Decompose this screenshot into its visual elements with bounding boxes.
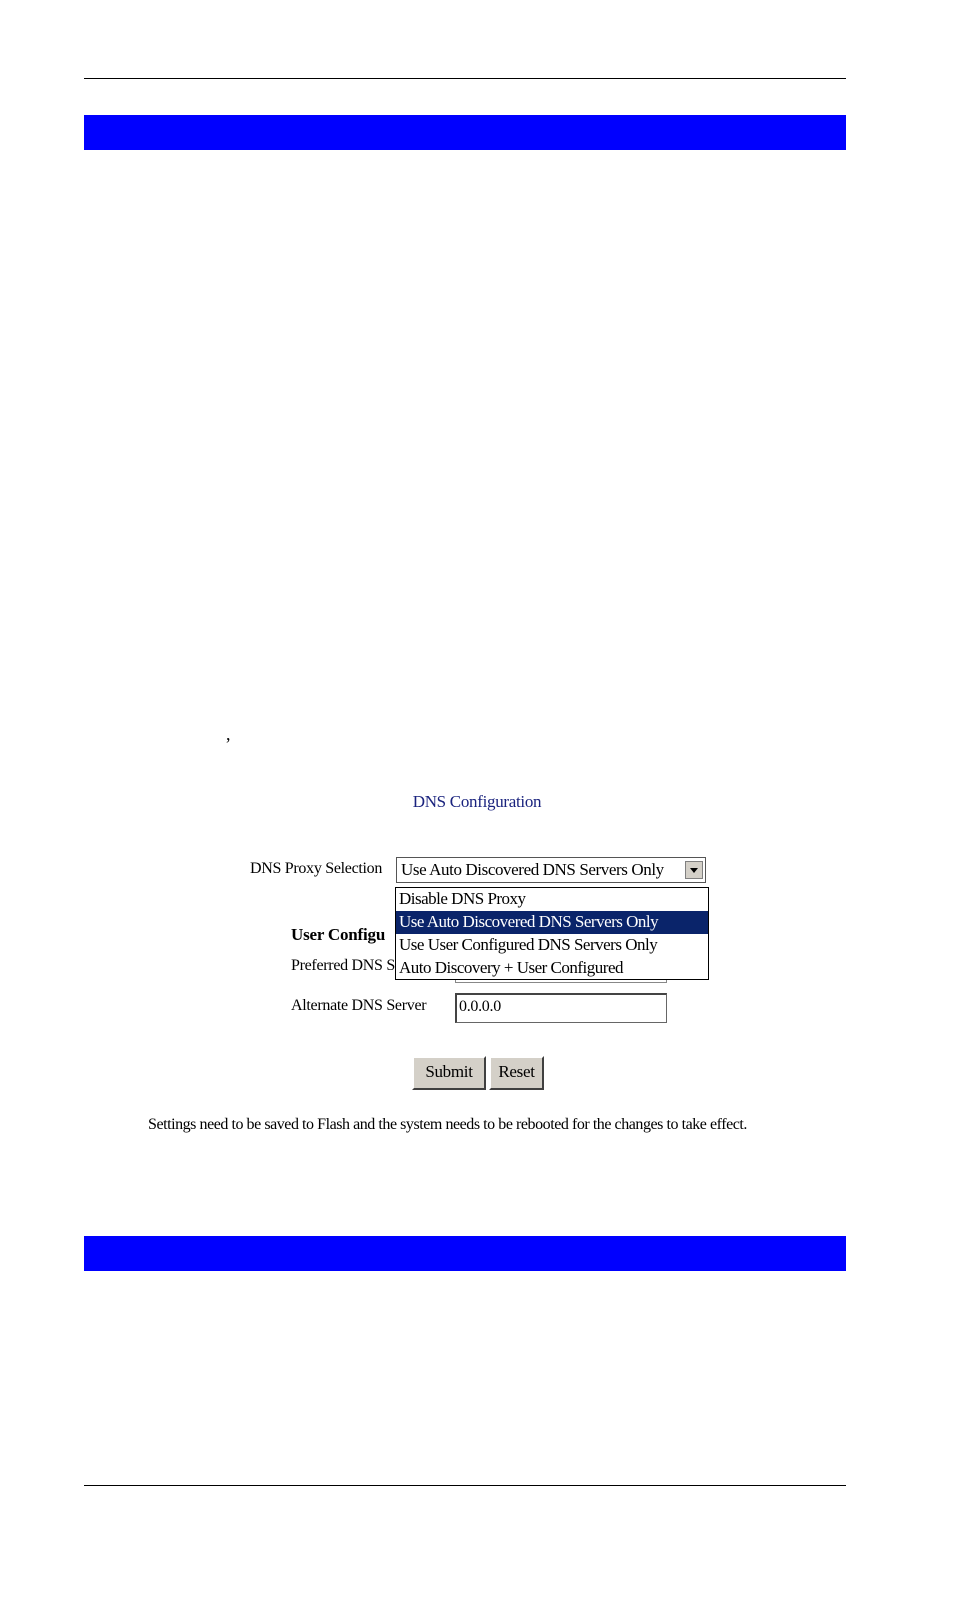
dns-proxy-option-selected[interactable]: Use Auto Discovered DNS Servers Only	[396, 911, 708, 934]
preferred-dns-label: Preferred DNS S	[291, 957, 395, 974]
user-config-heading: User Configu	[291, 925, 386, 944]
reset-button[interactable]: Reset	[489, 1056, 544, 1090]
dns-proxy-option[interactable]: Disable DNS Proxy	[399, 889, 526, 908]
alternate-dns-label: Alternate DNS Server	[291, 997, 427, 1014]
dns-proxy-selected-value: Use Auto Discovered DNS Servers Only	[401, 860, 664, 879]
section-header-band-2	[84, 1236, 846, 1271]
chevron-down-icon[interactable]	[685, 861, 703, 879]
reboot-note: Settings need to be saved to Flash and the system needs to be rebooted for the changes to take effect.	[148, 1116, 747, 1133]
top-rule	[84, 78, 846, 79]
dns-proxy-dropdown-list[interactable]	[395, 887, 709, 980]
dns-proxy-option[interactable]: Auto Discovery + User Configured	[399, 958, 623, 977]
section-header-band	[84, 115, 846, 150]
dns-proxy-label: DNS Proxy Selection	[250, 860, 383, 877]
dns-proxy-select[interactable]	[396, 857, 706, 883]
dns-proxy-option[interactable]: Use User Configured DNS Servers Only	[399, 935, 658, 954]
alternate-dns-input[interactable]: 0.0.0.0	[455, 993, 667, 1023]
submit-button[interactable]: Submit	[412, 1056, 486, 1090]
page-title: DNS Configuration	[412, 792, 542, 811]
bottom-rule	[84, 1485, 846, 1486]
stray-comma: ,	[226, 724, 231, 744]
